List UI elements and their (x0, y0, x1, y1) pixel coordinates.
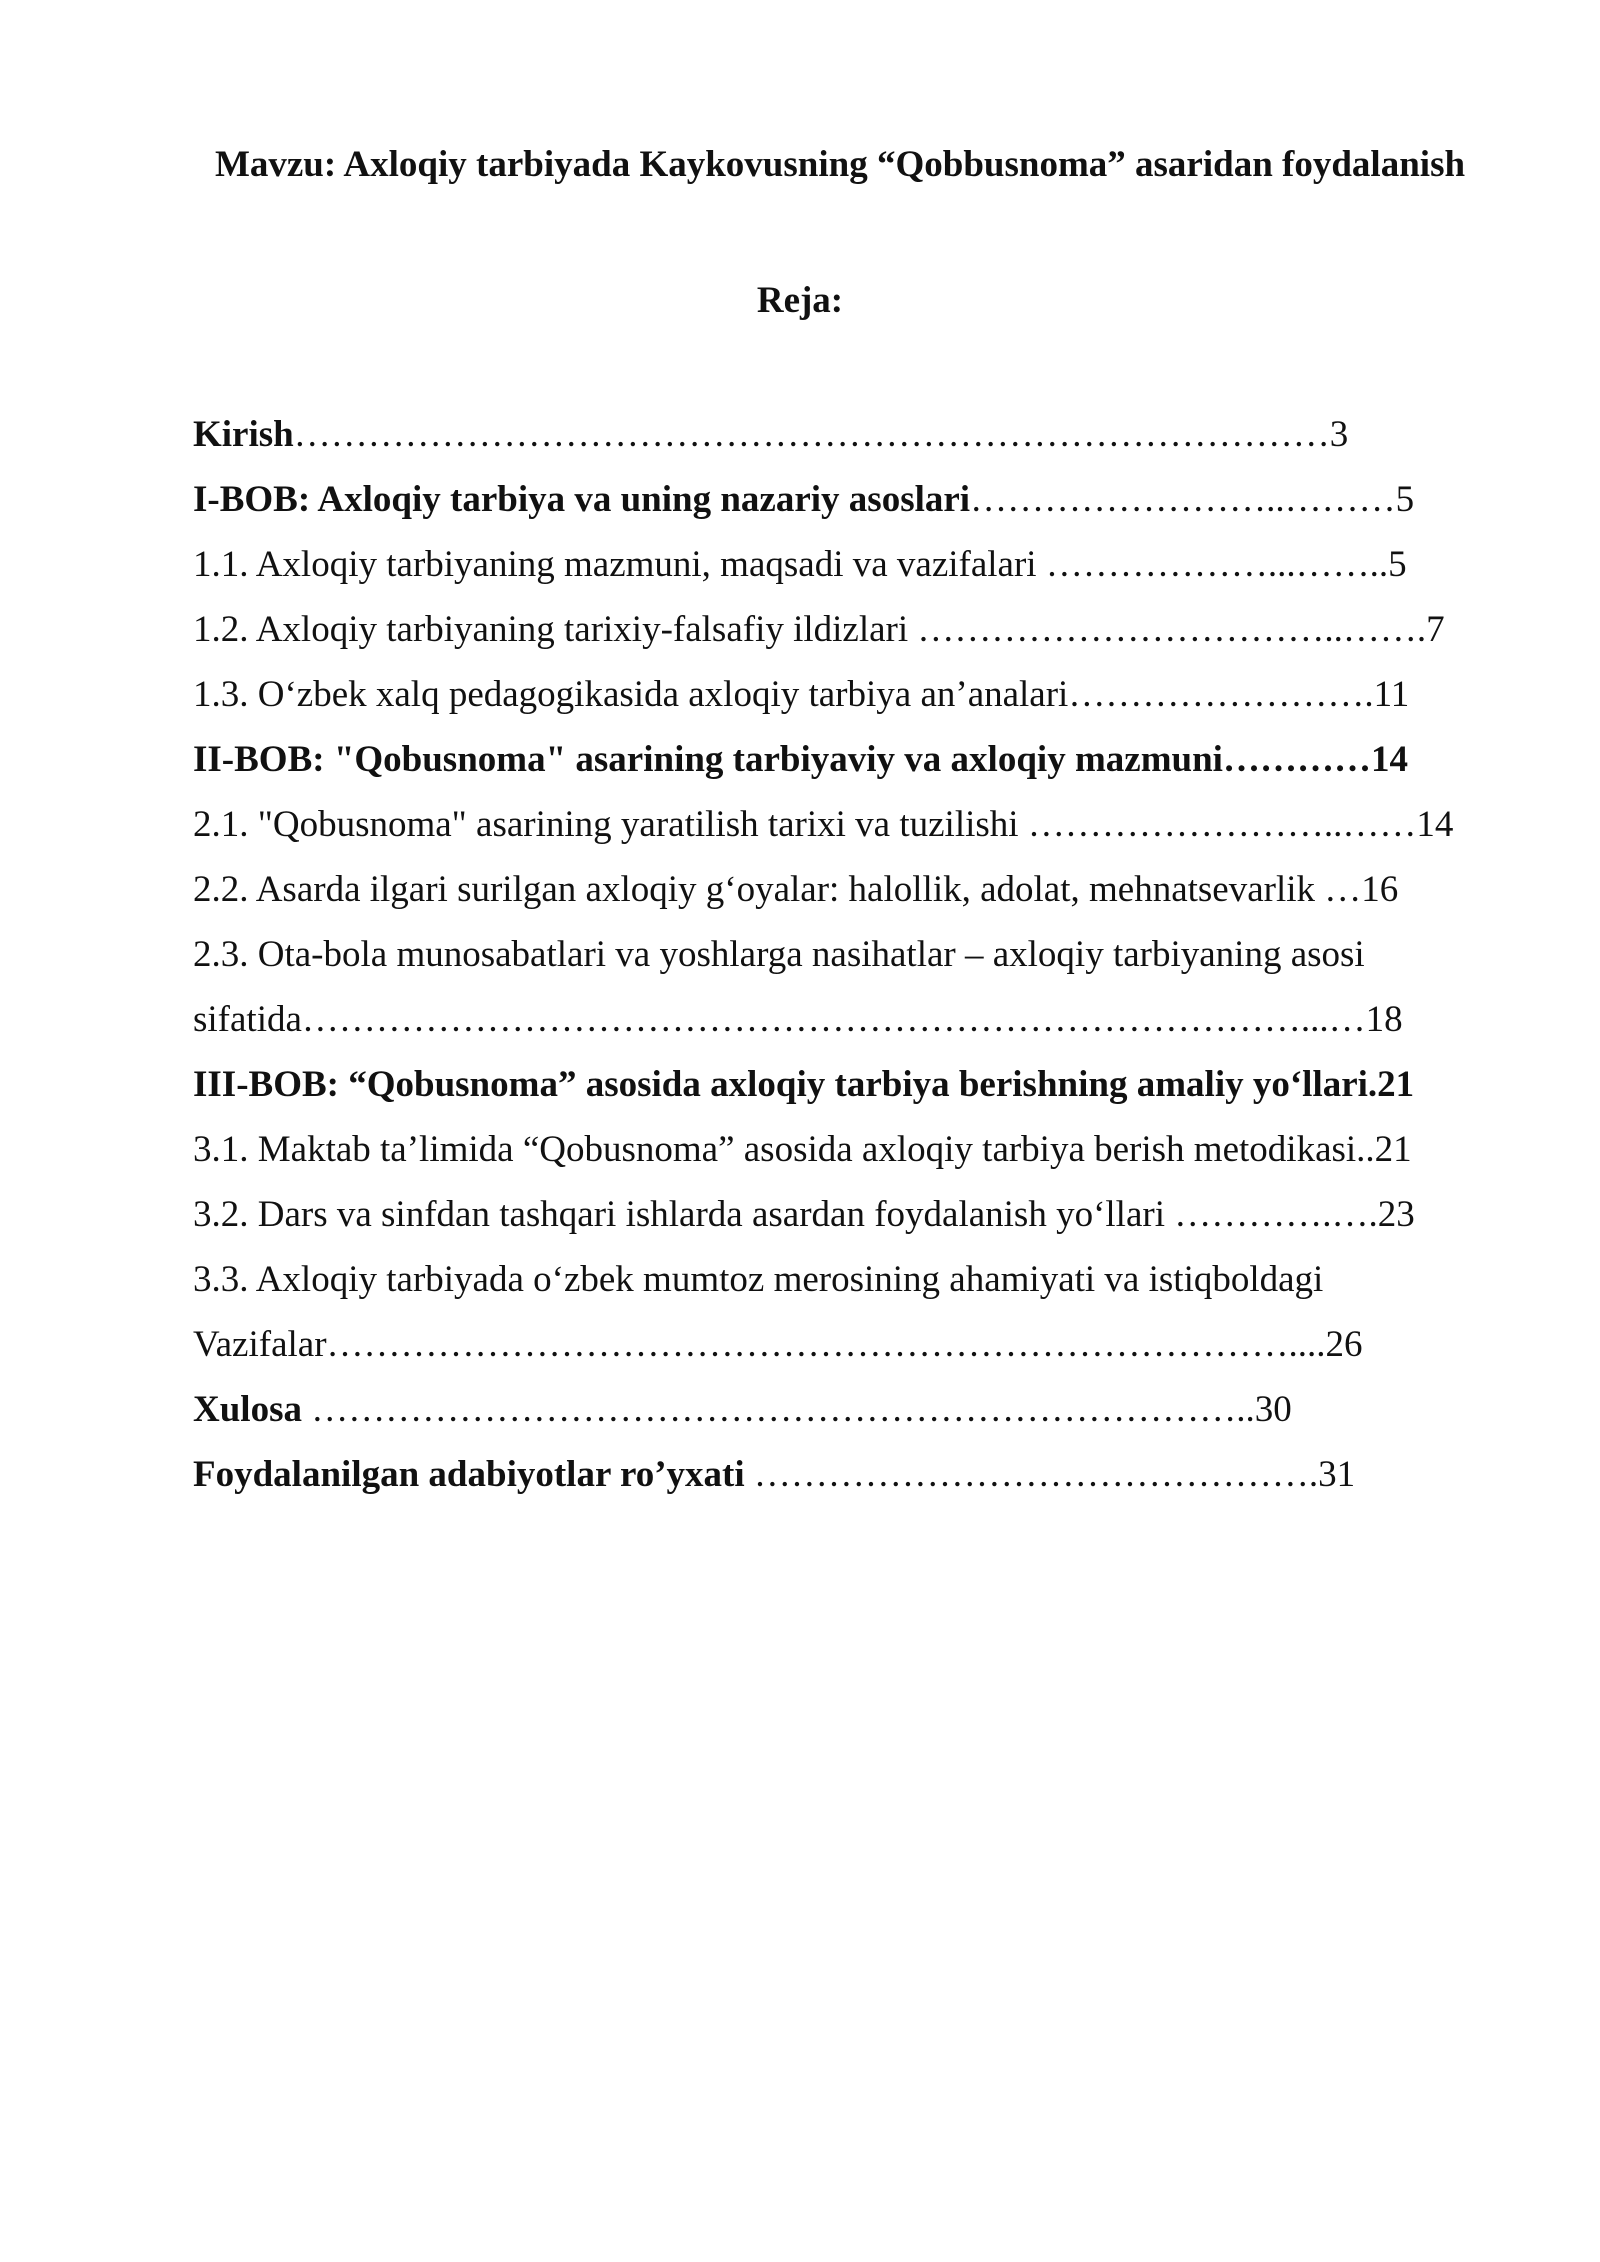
toc-entry-section-2-3-continued: sifatida………………………………………………………………………...…18 (193, 999, 1403, 1040)
toc-entry-chapter-1 (193, 467, 1473, 532)
toc-leader-dots: ………………………………………………………………………… (293, 414, 1330, 455)
toc-entry-label: I-BOB: Axloqiy tarbiya va uning nazariy asoslari (193, 479, 971, 520)
toc-entry-xulosa (193, 1377, 1473, 1442)
plan-heading: Reja: (756, 280, 844, 321)
toc-entry-label: Kirish (193, 414, 294, 455)
toc-entry-kirish (193, 402, 1473, 467)
toc-entry-section-3-3-continued: Vazifalar……………………………………………………………………....26 (193, 1324, 1363, 1365)
document-title: Mavzu: Axloqiy tarbiyada Kaykovusning “Qobbusnoma” asaridan foydalanish (214, 144, 1466, 185)
toc-entry-section-1-2: 1.2. Axloqiy tarbiyaning tarixiy-falsafiy ildizlari ……………………………..…….7 (193, 609, 1445, 650)
toc-entry-section-2-2: 2.2. Asarda ilgari surilgan axloqiy g‘oyalar: halollik, adolat, mehnatsevarlik …16 (193, 869, 1399, 910)
table-of-contents (193, 402, 1473, 1507)
toc-page-number: 30 (1254, 1389, 1292, 1430)
toc-entry-chapter-3: III-BOB: “Qobusnoma” asosida axloqiy tarbiya berishning amaliy yo‘llari.21 (193, 1064, 1415, 1105)
toc-entry-label: Xulosa (193, 1389, 302, 1430)
toc-entry-label: Foydalanilgan adabiyotlar ro’yxati (193, 1454, 745, 1495)
toc-page-number: 5 (1395, 479, 1415, 520)
toc-entry-section-3-3: 3.3. Axloqiy tarbiyada o‘zbek mumtoz merosining ahamiyati va istiqboldagi (193, 1259, 1324, 1300)
toc-leader-dots: ……………………..……… (970, 479, 1396, 520)
toc-entry-section-3-2: 3.2. Dars va sinfdan tashqari ishlarda asardan foydalanish yo‘llari ………….….23 (193, 1194, 1415, 1235)
toc-entry-section-2-3: 2.3. Ota-bola munosabatlari va yoshlarga nasihatlar – axloqiy tarbiyaning asosi (193, 934, 1365, 975)
toc-entry-references (193, 1442, 1473, 1507)
toc-leader-dots: ………………………………………………………………….. (301, 1389, 1255, 1430)
toc-page-number: 31 (1318, 1454, 1356, 1495)
toc-entry-chapter-2: II-BOB: "Qobusnoma" asarining tarbiyaviy va axloqiy mazmuni…………14 (193, 739, 1408, 780)
toc-leader-dots: ………………………………………. (744, 1454, 1319, 1495)
toc-entry-section-3-1: 3.1. Maktab ta’limida “Qobusnoma” asosida axloqiy tarbiya berish metodikasi..21 (193, 1129, 1412, 1170)
toc-entry-section-2-1: 2.1. "Qobusnoma" asarining yaratilish tarixi va tuzilishi ……………………..……14 (193, 804, 1454, 845)
toc-entry-section-1-1: 1.1. Axloqiy tarbiyaning mazmuni, maqsadi va vazifalari ………………...……..5 (193, 544, 1407, 585)
toc-entry-section-1-3: 1.3. O‘zbek xalq pedagogikasida axloqiy tarbiya an’analari…………………….11 (193, 674, 1410, 715)
toc-page-number: 3 (1329, 414, 1349, 455)
